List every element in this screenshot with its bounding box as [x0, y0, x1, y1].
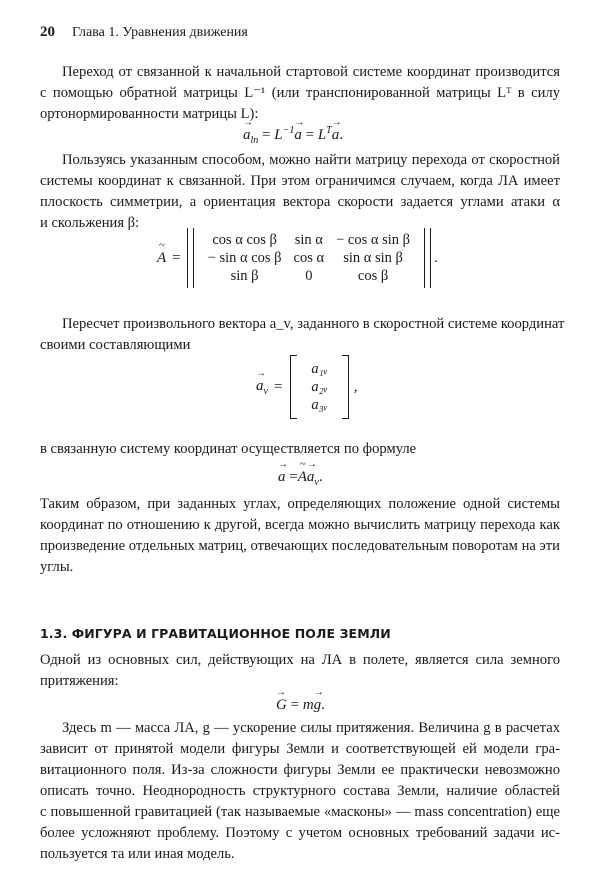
text-line: в связанную систему координат осуществляется по формуле [40, 441, 417, 457]
matrix-cell: 0 [305, 268, 313, 284]
paragraph-3 [40, 314, 565, 356]
text-line: системы координат к связанной. При этом ограничимся случаем, когда ЛА имеет [40, 173, 560, 189]
vector-cell: a₃ᵥ [311, 397, 328, 413]
matrix-lhs: ~ A [157, 250, 166, 267]
page-number: 20 [40, 24, 55, 40]
matrix-cell: sin β [230, 268, 259, 284]
text-line: ортонормированности матрицы L): [40, 106, 259, 122]
paragraph-6 [40, 650, 560, 692]
equation-a-transform: → a =~ $A\to a_v$. [278, 469, 323, 488]
paragraph-2 [40, 150, 560, 234]
text-line: своими составляющими [40, 337, 191, 353]
paragraph-1 [40, 62, 560, 125]
paragraph-5 [40, 494, 560, 578]
matrix-body [202, 231, 416, 285]
matrix-cell: cos α [293, 250, 325, 266]
paragraph-4 [40, 439, 560, 460]
equation-gravity: → G = m→ g. [276, 697, 325, 714]
vector-cell: a₂ᵥ [311, 379, 328, 395]
section-heading: 1.3. ФИГУРА И ГРАВИТАЦИОННОЕ ПОЛЕ ЗЕМЛИ [40, 626, 391, 641]
text-line: Таким образом, при заданных углах, определяющих положение одной системы [40, 496, 560, 512]
matrix-cell: sin α sin β [343, 250, 403, 266]
text-line: притяжения: [40, 673, 119, 689]
text-line: Одной из основных сил, действующих на ЛА в полете, является сила земного [40, 652, 560, 668]
matrix-cell: − cos α sin β [336, 232, 411, 248]
text-line: координат по отношению к другой, всегда можно вычислить матрицу перехода как [40, 517, 560, 533]
text-line: пользуется та или иная модель. [40, 846, 235, 862]
paragraph-7 [40, 718, 560, 865]
norm-bar-left [187, 228, 194, 288]
text-line: с помощью обратной матрицы L⁻¹ (или транспонированной матрицы Lᵀ в силу [40, 85, 560, 101]
text-line: Переход от связанной к начальной стартовой системе координат производится [62, 64, 560, 80]
text-line: углы. [40, 559, 74, 575]
matrix-cell: − sin α cos β [207, 250, 282, 266]
text-line: плоскость симметрии, а ориентация вектора скорости задается углами атаки α [40, 194, 560, 210]
text-line: витационного поля. Из-за сложности фигуры Земли ее практически невозможно [40, 762, 560, 778]
text-line: Пересчет произвольного вектора a_v, заданного в скоростной системе координат [62, 316, 565, 332]
vector-cell: a₁ᵥ [311, 361, 328, 377]
matrix-cell: sin α [294, 232, 323, 248]
vector-body [305, 360, 333, 414]
matrix-a-tilde: ~ A = cos α cos β sin α − cos α sin β − sin α cos β cos α sin α sin β sin β 0 cos β . [157, 228, 438, 288]
running-header: Глава 1. Уравнения движения [72, 25, 248, 40]
text-line: Пользуясь указанным способом, можно найти матрицу перехода от скоростной [62, 152, 560, 168]
equation-a-ln: → $a_{ln} = L^{-1}\to a = L^T\to a$. [243, 125, 343, 146]
matrix-cell: cos α cos β [212, 232, 277, 248]
bracket-right [342, 355, 349, 419]
text-line: описать точно. Неоднородность структурного состава Земли, наличие областей [40, 783, 560, 799]
text-line: и скольжения β: [40, 215, 140, 231]
matrix-cell: cos β [357, 268, 389, 284]
matrix-trail: . [434, 249, 438, 266]
bracket-left [290, 355, 297, 419]
text-line: Здесь m — масса ЛА, g — ускорение силы притяжения. Величина g в расчетах [62, 720, 560, 736]
text-line: с повышенной гравитацией (так называемые «масконы» — mass concentration) еще [40, 804, 560, 820]
vector-trail: , [353, 378, 358, 395]
norm-bar-right [424, 228, 431, 288]
vector-a-v: → $a_v$ = a₁ᵥ a₂ᵥ a₃ᵥ , [256, 355, 358, 419]
text-line: более усложняют проблему. Поэтому с учетом основных требований задачи ис- [40, 825, 560, 841]
text-line: произведение отдельных матриц, отвечающих последовательным поворотам на эти [40, 538, 560, 554]
text-line: зависит от принятой модели фигуры Земли и соответствующей ей модели гра- [40, 741, 560, 757]
